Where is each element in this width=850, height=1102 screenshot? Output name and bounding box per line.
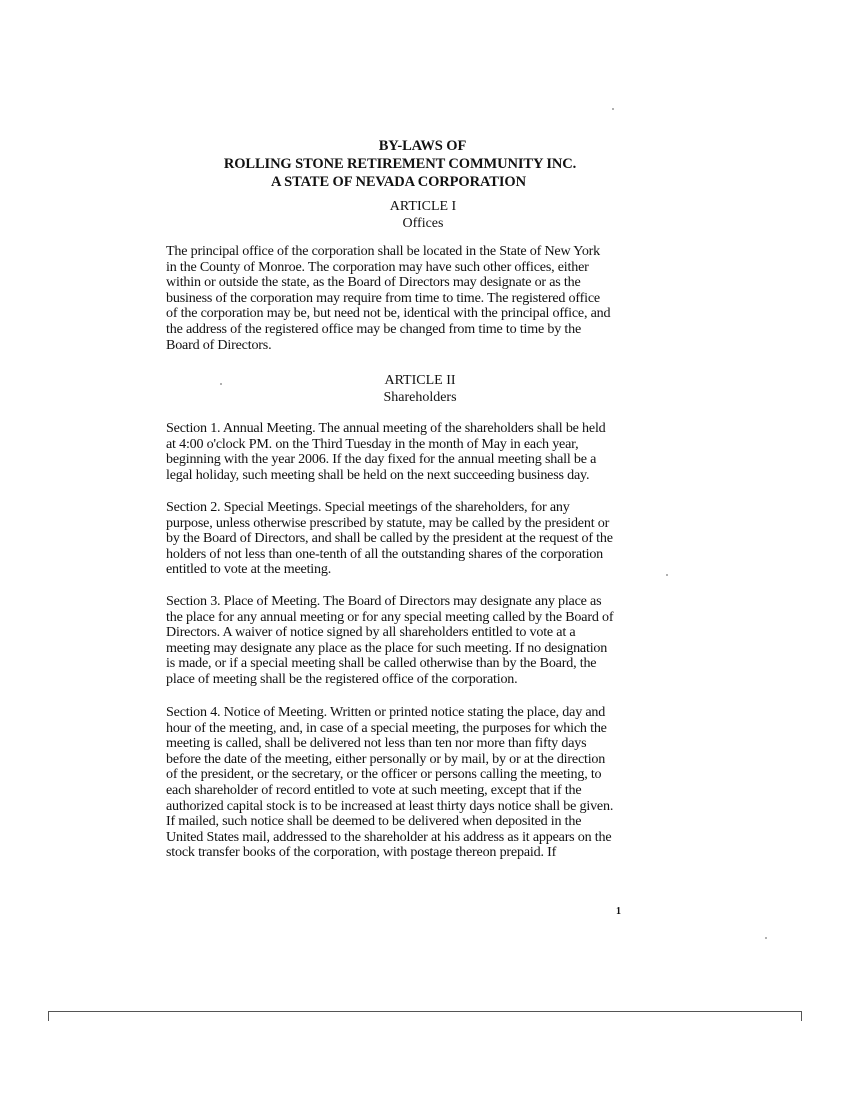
- title-line: ROLLING STONE RETIREMENT COMMUNITY INC.: [223, 156, 577, 172]
- text-line: Directors. A waiver of notice signed by all shareholders entitled to vote at a: [166, 624, 576, 641]
- article-1-heading: [0, 198, 848, 232]
- article-number: ARTICLE II: [384, 373, 456, 388]
- text-line: the place for any annual meeting or for any special meeting called by the Board of: [166, 608, 614, 625]
- text-line: Board of Directors.: [166, 336, 272, 353]
- text-line: is made, or if a special meeting shall be called otherwise than by the Board, the: [166, 655, 597, 672]
- title-line: BY-LAWS OF: [378, 138, 467, 154]
- text-line: meeting may designate any place as the place for such meeting. If no designation: [166, 639, 608, 656]
- text-line: entitled to vote at the meeting.: [166, 561, 332, 578]
- text-line: within or outside the state, as the Board of Directors may designate or as the: [166, 274, 581, 291]
- text-line: by the Board of Directors, and shall be called by the president at the request of the: [166, 530, 613, 547]
- section-2-special-meetings: [166, 500, 636, 578]
- article-1-paragraph: [166, 244, 636, 353]
- article-subheading: Offices: [402, 216, 444, 231]
- text-line: United States mail, addressed to the shareholder at his address as it appears on the: [166, 828, 612, 845]
- scan-speck: [666, 574, 668, 576]
- text-line: in the County of Monroe. The corporation may have such other offices, either: [166, 258, 589, 275]
- article-2-heading: [0, 372, 845, 406]
- text-line: legal holiday, such meeting shall be held on the next succeeding business day.: [166, 466, 590, 483]
- text-line: Section 2. Special Meetings. Special meetings of the shareholders, for any: [166, 499, 570, 515]
- text-line: hour of the meeting, and, in case of a special meeting, the purposes for which the: [166, 719, 607, 736]
- text-line: meeting is called, shall be delivered not less than ten nor more than fifty days: [166, 735, 587, 752]
- text-line: place of meeting shall be the registered office of the corporation.: [166, 670, 518, 687]
- page-bottom-border: [48, 1011, 802, 1021]
- text-line: Section 3. Place of Meeting. The Board of Directors may designate any place as: [166, 593, 602, 609]
- text-line: If mailed, such notice shall be deemed to be delivered when deposited in the: [166, 813, 582, 830]
- text-line: of the corporation may be, but need not be, identical with the principal office, and: [166, 305, 611, 322]
- text-line: stock transfer books of the corporation, with postage thereon prepaid. If: [166, 844, 557, 861]
- text-line: of the president, or the secretary, or the officer or persons calling the meeting, to: [166, 766, 602, 783]
- scan-speck: [612, 108, 614, 110]
- article-number: ARTICLE I: [389, 199, 457, 214]
- document-title: [0, 137, 850, 191]
- page-number: 1: [616, 906, 621, 917]
- article-subheading: Shareholders: [383, 390, 457, 405]
- text-line: business of the corporation may require from time to time. The registered office: [166, 289, 600, 306]
- section-3-place-of-meeting: [166, 594, 636, 688]
- scan-speck: [765, 937, 767, 939]
- section-1-annual-meeting: [166, 421, 636, 483]
- text-line: before the date of the meeting, either personally or by mail, by or at the direction: [166, 750, 606, 767]
- text-line: Section 4. Notice of Meeting. Written or printed notice stating the place, day and: [166, 704, 606, 720]
- text-line: holders of not less than one-tenth of all the outstanding shares of the corporation: [166, 545, 604, 562]
- text-line: authorized capital stock is to be increased at least thirty days notice shall be given.: [166, 797, 614, 814]
- text-line: Section 1. Annual Meeting. The annual meeting of the shareholders shall be held: [166, 420, 606, 436]
- scan-speck: [220, 383, 222, 385]
- title-line: A STATE OF NEVADA CORPORATION: [271, 174, 526, 190]
- text-line: purpose, unless otherwise prescribed by statute, may be called by the president or: [166, 514, 610, 531]
- text-line: the address of the registered office may be changed from time to time by the: [166, 320, 582, 337]
- section-4-notice-of-meeting: [166, 705, 636, 861]
- text-line: at 4:00 o'clock PM. on the Third Tuesday in the month of May in each year,: [166, 435, 579, 452]
- text-line: each shareholder of record entitled to vote at such meeting, except that if the: [166, 781, 582, 798]
- text-line: The principal office of the corporation shall be located in the State of New York: [166, 243, 601, 259]
- text-line: beginning with the year 2006. If the day fixed for the annual meeting shall be a: [166, 451, 597, 468]
